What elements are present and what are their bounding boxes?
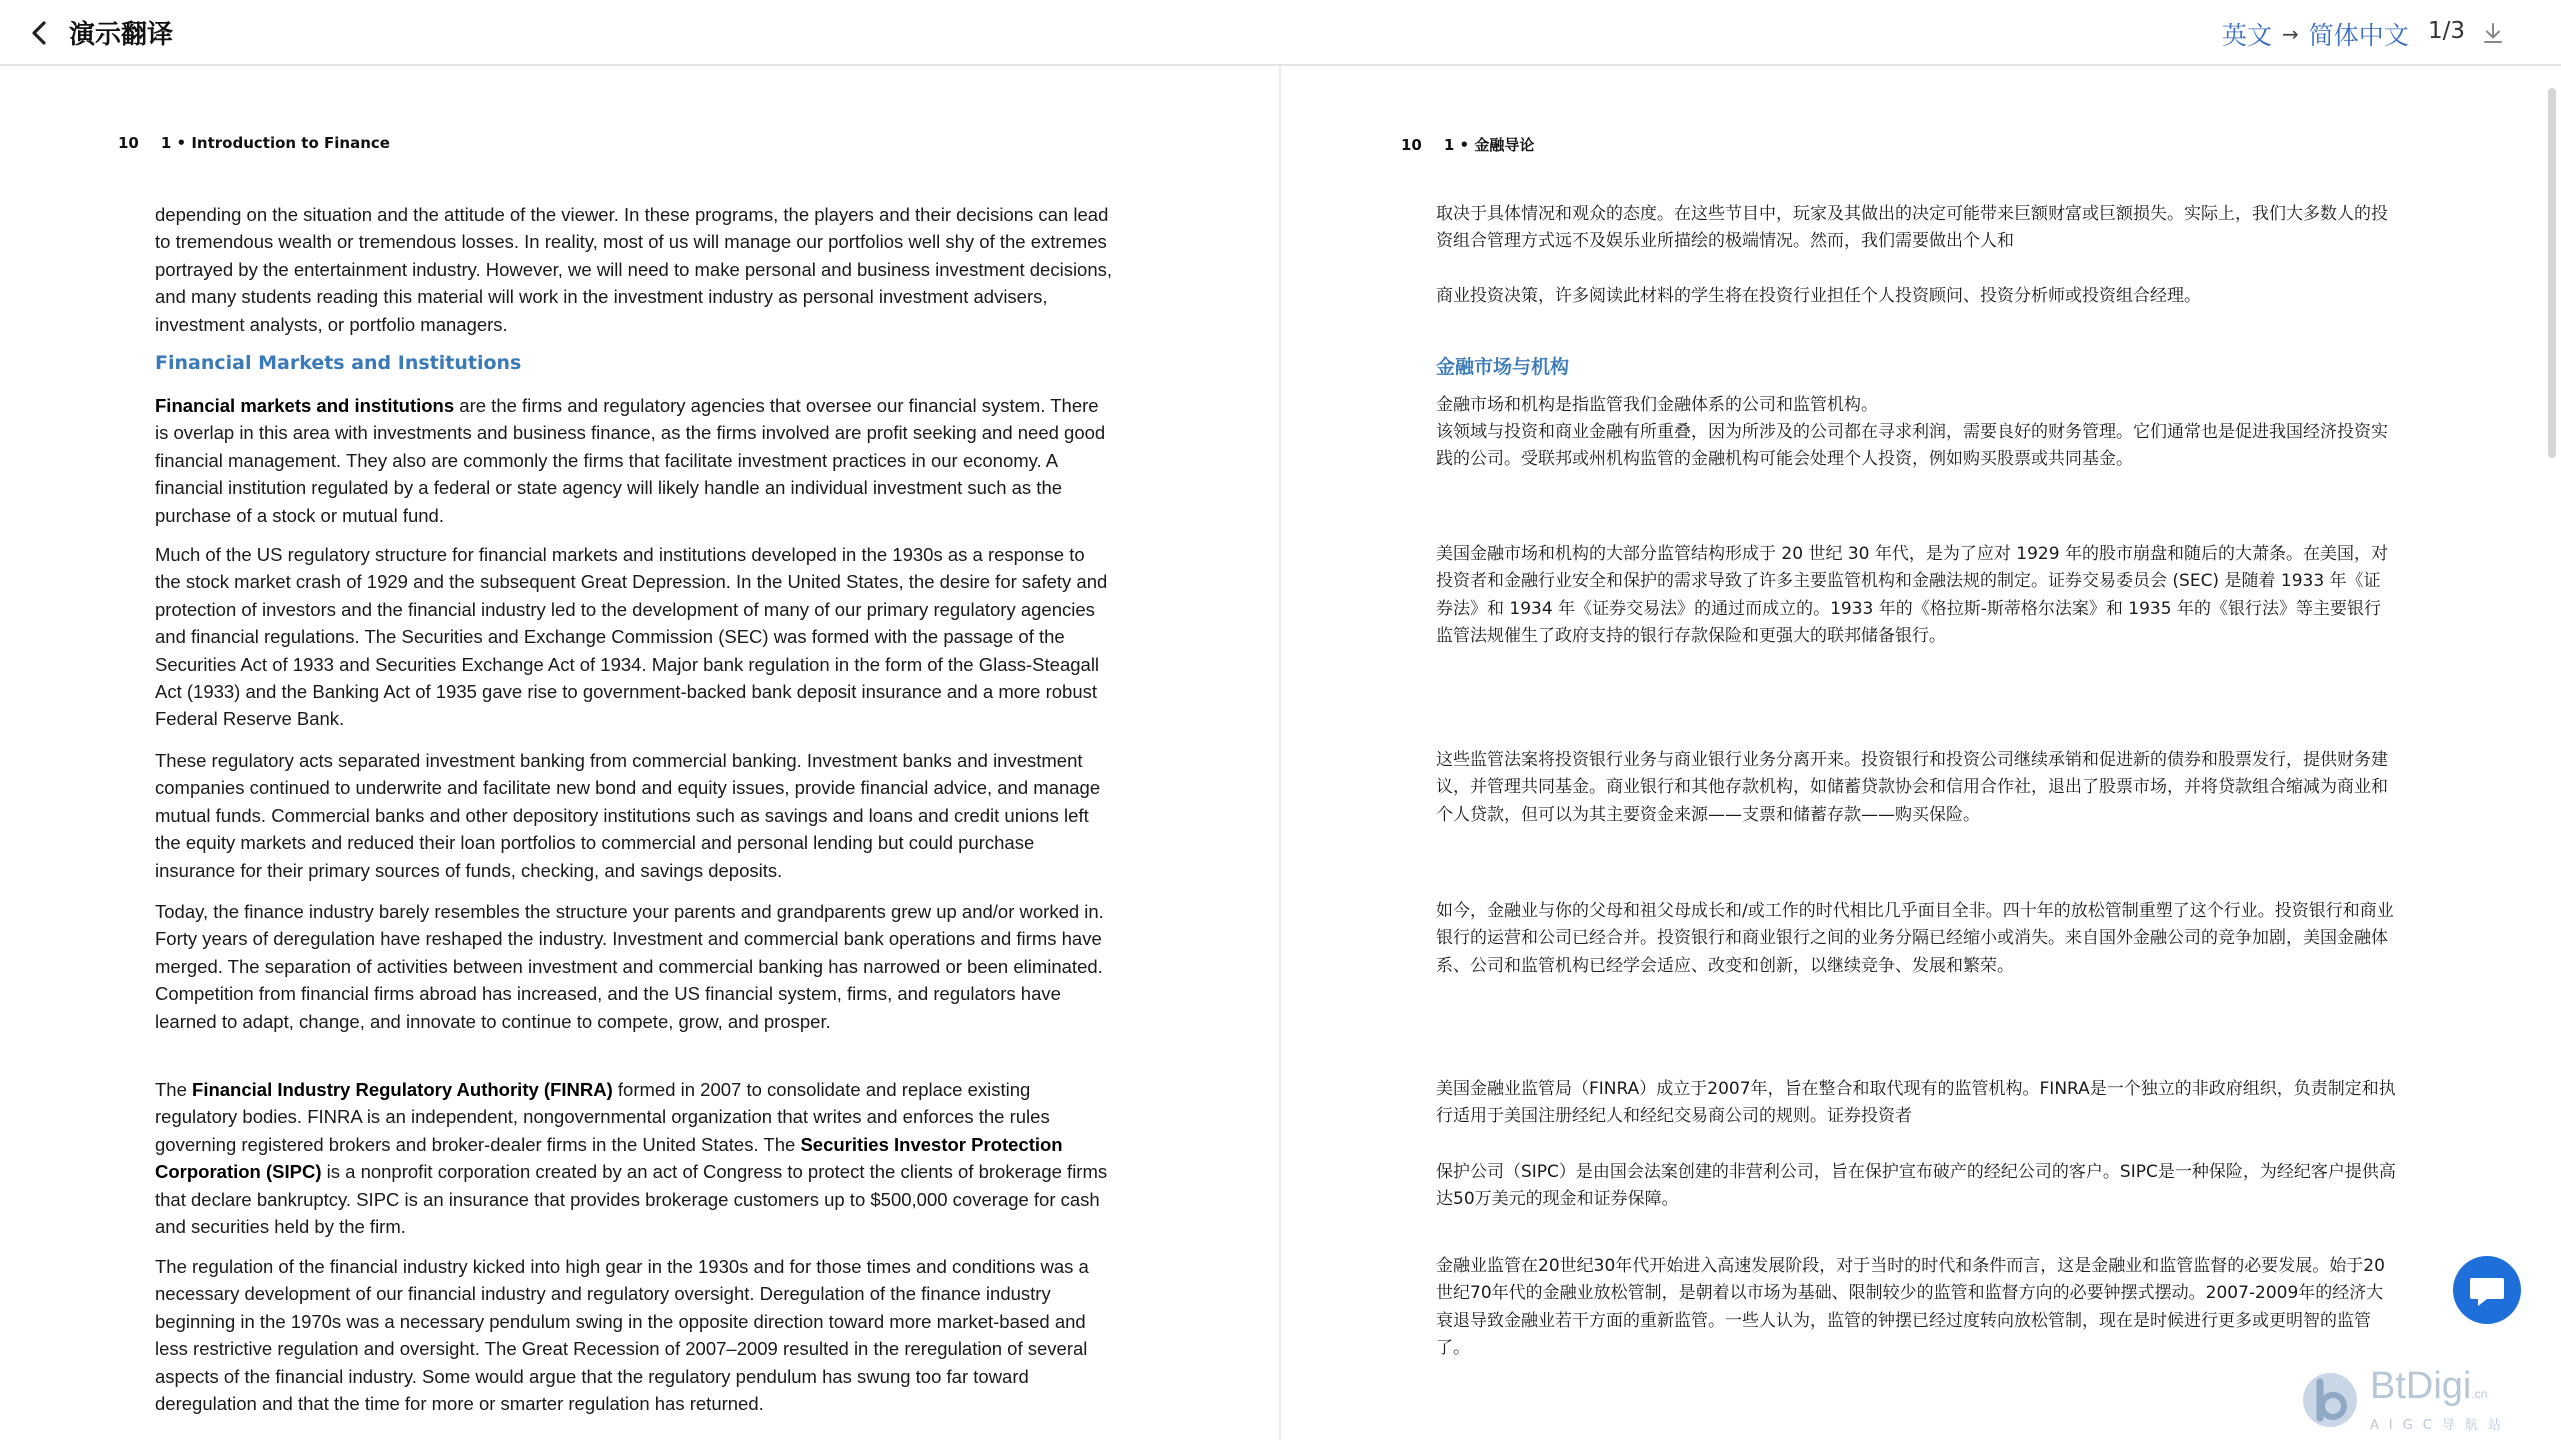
paragraph: 美国金融市场和机构的大部分监管结构形成于 20 世纪 30 年代，是为了应对 1929 年的股市崩盘和随后的大萧条。在美国，对投资者和金融行业安全和保护的需求导致了许多主要监管机构和金融法规的制定。证券交易委员会 (SEC) 是随着 1933 年《证券法》和 1934 年《证券交易法》的通过而成立的。1933 年的《格拉斯-斯蒂格尔法案》和 1935 年的《银行法》等主要银行监管法规催生了政府支持的银行存款保险和更强大的联邦储备银行。	[1436, 544, 2388, 647]
watermark-brand-name: BtDigi	[2370, 1365, 2472, 1407]
chapter-title: 1 • 金融导论	[1443, 136, 1535, 154]
chat-button[interactable]	[2453, 1256, 2521, 1324]
top-bar	[0, 0, 2561, 66]
source-language[interactable]: 英文	[2222, 21, 2273, 50]
watermark-brand	[2370, 1366, 2511, 1414]
paragraph: 金融业监管在20世纪30年代开始进入高速发展阶段，对于当时的时代和条件而言，这是金融业和监管监督的必要发展。始于20世纪70年代的金融业放松管制，是朝着以市场为基础、限制较少的监管和监督方向的必要钟摆式摆动。2007-2009年的经济大衰退导致金融业若干方面的重新监管。一些人认为，监管的钟摆已经过度转向放松管制，现在是时候进行更多或更明智的监管了。	[1436, 1256, 2385, 1359]
section-heading: 金融市场与机构	[1436, 356, 1570, 378]
paragraph	[155, 1076, 1115, 1240]
paragraph: Today, the finance industry barely resembles the structure your parents and grandparents grew up and/or worked in. Forty years of deregulation have reshaped the industry. Investment and commercial bank operations and firms have merged. The separation of activities between investment and commercial banking has narrowed or been eliminated. Competition from financial firms abroad has increased, and the US financial system, firms, and regulators have learned to adapt, change, and innovate to continue to compete, grow, and prosper.	[155, 901, 1104, 1032]
watermark	[2298, 1366, 2511, 1433]
paragraph: 取决于具体情况和观众的态度。在这些节目中，玩家及其做出的决定可能带来巨额财富或巨额损失。实际上，我们大多数人的投资组合管理方式远不及娱乐业所描绘的极端情况。然而，我们需要做出个人和	[1436, 204, 2388, 252]
paragraph: These regulatory acts separated investment banking from commercial banking. Investment banks and investment companies continued to underwrite and facilitate new bond and equity issues, provide financial advice, and manage mutual funds. Commercial banks and other depository institutions such as savings and loans and credit unions left the equity markets and reduced their loan portfolios to commercial and personal lending but could purchase insurance for their primary sources of funds, checking, and savings deposits.	[155, 750, 1101, 881]
paragraph-text: The	[155, 1079, 193, 1100]
paragraph	[155, 392, 1115, 529]
page-indicator: 1/3	[2428, 18, 2466, 44]
page-header	[118, 134, 390, 152]
paragraph: 这些监管法案将投资银行业务与商业银行业务分离开来。投资银行和投资公司继续承销和促进新的债券和股票发行，提供财务建议，并管理共同基金。商业银行和其他存款机构，如储蓄贷款协会和信用合作社，退出了股票市场，并将贷款组合缩减为商业和个人贷款，但可以为其主要资金来源——支票和储蓄存款——购买保险。	[1436, 750, 2388, 825]
bold-term: Securities Investor Protection Corporation (SIPC)	[155, 1133, 1063, 1183]
download-icon[interactable]	[2478, 18, 2508, 48]
watermark-tld: .cn	[2471, 1387, 2488, 1401]
paragraph-text: are the firms and regulatory agencies that oversee our financial system. There is overlap in this area with investments and business finance, as the firms involved are profit seeking and need good financial management. They also are commonly the firms that facilitate investment practices in our economy. A financial institution regulated by a federal or state agency will likely handle an individual investment such as the purchase of a stock or mutual fund.	[155, 395, 1106, 526]
page-header	[1401, 134, 1534, 155]
paragraph: depending on the situation and the attitude of the viewer. In these programs, the players and their decisions can lead to tremendous wealth or tremendous losses. In reality, most of us will manage our portfolios well shy of the extremes portrayed by the entertainment industry. However, we will need to make personal and business investment decisions, and many students reading this material will work in the investment industry as personal investment advisers, investment analysts, or portfolio managers.	[155, 204, 1113, 335]
paragraph: Much of the US regulatory structure for financial markets and institutions developed in the 1930s as a response to the stock market crash of 1929 and the subsequent Great Depression. In the United States, the desire for safety and protection of investors and the financial industry led to the development of many of our primary regulatory agencies and financial regulations. The Securities and Exchange Commission (SEC) was formed with the passage of the Securities Act of 1933 and Securities Exchange Act of 1934. Major bank regulation in the form of the Glass-Steagall Act (1933) and the Banking Act of 1935 gave rise to government-backed bank deposit insurance and a more robust Federal Reserve Bank.	[155, 544, 1108, 730]
chat-bubble-icon	[2453, 1256, 2521, 1324]
page-number: 10	[118, 134, 139, 152]
paragraph: 如今，金融业与你的父母和祖父母成长和/或工作的时代相比几乎面目全非。四十年的放松管制重塑了这个行业。投资银行和商业银行的运营和公司已经合并。投资银行和商业银行之间的业务分隔已经缩小或消失。来自国外金融公司的竞争加剧，美国金融体系、公司和监管机构已经学会适应、改变和创新，以继续竞争、发展和繁荣。	[1436, 901, 2394, 976]
chapter-title: 1 • Introduction to Finance	[160, 134, 390, 152]
bold-term: Financial Industry Regulatory Authority (FINRA)	[192, 1079, 613, 1100]
bold-term: Financial markets and institutions	[155, 395, 455, 416]
language-selector[interactable]	[2222, 16, 2409, 52]
paragraph: 美国金融业监管局（FINRA）成立于2007年，旨在整合和取代现有的监管机构。FINRA是一个独立的非政府组织，负责制定和执行适用于美国注册经纪人和经纪交易商公司的规则。证券投资者	[1436, 1079, 2396, 1127]
paragraph: The regulation of the financial industry kicked into high gear in the 1930s and for those times and conditions was a necessary development of our financial industry and regulatory oversight. Deregulation of the finance industry beginning in the 1970s was a necessary pendulum swing in the opposite direction toward more market-based and less restrictive regulation and oversight. The Great Recession of 2007–2009 resulted in the reregulation of several aspects of the financial industry. Some would argue that the regulatory pendulum has swung too far toward deregulation and that the time for more or smarter regulation has returned.	[155, 1256, 1089, 1415]
page-number: 10	[1401, 136, 1422, 154]
translated-document-pane	[1281, 66, 2561, 1440]
paragraph: 金融市场和机构是指监管我们金融体系的公司和监管机构。	[1436, 395, 1878, 415]
paragraph: 商业投资决策，许多阅读此材料的学生将在投资行业担任个人投资顾问、投资分析师或投资组合经理。	[1436, 286, 2201, 306]
watermark-text	[2370, 1366, 2511, 1433]
target-language[interactable]: 简体中文	[2308, 21, 2409, 50]
scrollbar-thumb[interactable]	[2548, 88, 2556, 458]
watermark-subtitle: AIGC导航站	[2370, 1418, 2511, 1433]
watermark-logo-icon	[2298, 1368, 2362, 1432]
section-heading: Financial Markets and Institutions	[155, 352, 522, 374]
paragraph: 该领域与投资和商业金融有所重叠，因为所涉及的公司都在寻求利润，需要良好的财务管理。它们通常也是促进我国经济投资实践的公司。受联邦或州机构监管的金融机构可能会处理个人投资，例如购买股票或共同基金。	[1436, 422, 2388, 470]
arrow-right-icon: →	[2282, 22, 2299, 46]
original-document-pane	[0, 66, 1279, 1440]
back-arrow-icon[interactable]	[24, 17, 56, 49]
paragraph: 保护公司（SIPC）是由国会法案创建的非营利公司，旨在保护宣布破产的经纪公司的客户。SIPC是一种保险，为经纪客户提供高达50万美元的现金和证券保障。	[1436, 1162, 2396, 1210]
page-title: 演示翻译	[69, 20, 174, 50]
paragraph-text: formed in 2007 to consolidate and replace existing regulatory bodies. FINRA is an independent, nongovernmental organization that writes and enforces the rules governing registered brokers and broker-dealer firms in the United States. The	[155, 1079, 1050, 1155]
paragraph-text: is a nonprofit corporation created by an act of Congress to protect the clients of brokerage firms that declare bankruptcy. SIPC is an insurance that provides brokerage customers up to $500,000 coverage for cash and securities held by the firm.	[155, 1161, 1108, 1238]
